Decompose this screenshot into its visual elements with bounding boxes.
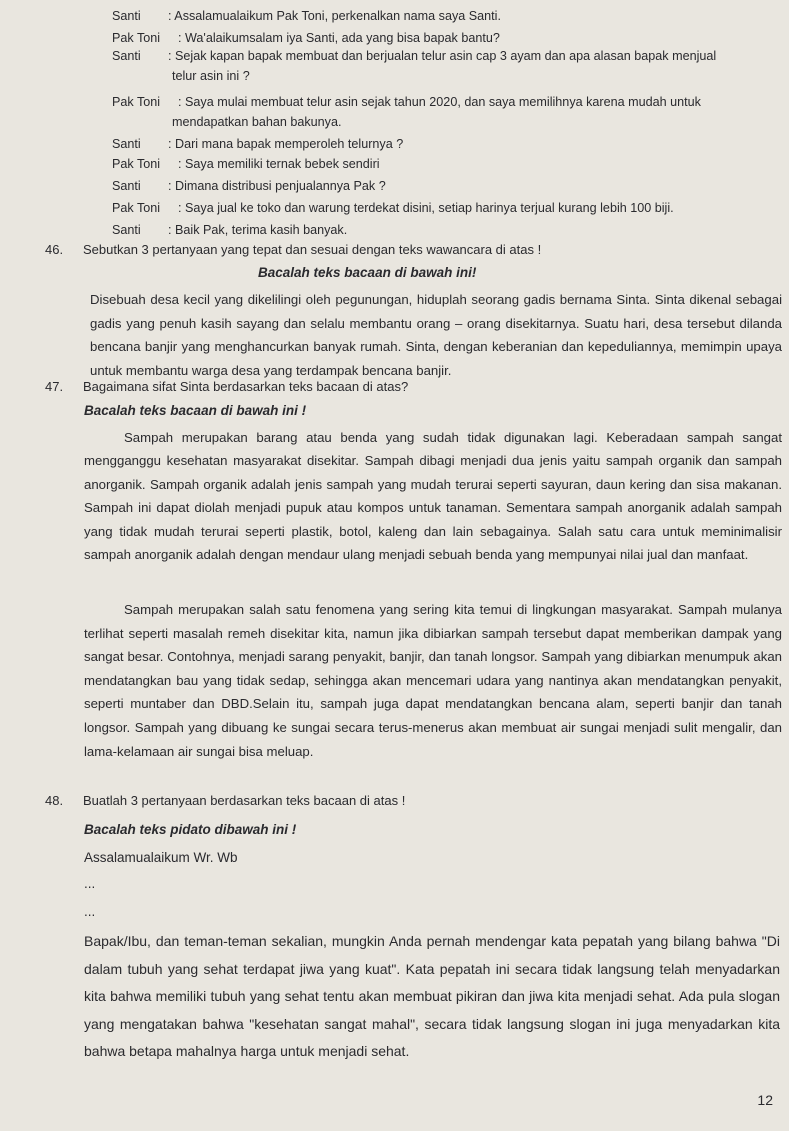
- question-text: Buatlah 3 pertanyaan berdasarkan teks bacaan di atas !: [83, 793, 406, 808]
- dialogue-text: : Wa'alaikumsalam iya Santi, ada yang bisa bapak bantu?: [178, 31, 500, 45]
- speech-ellipsis: ...: [84, 904, 96, 919]
- question-text: Bagaimana sifat Sinta berdasarkan teks bacaan di atas?: [83, 379, 409, 394]
- speech-greeting: Assalamualaikum Wr. Wb: [84, 850, 238, 865]
- dialogue-text: : Assalamualaikum Pak Toni, perkenalkan nama saya Santi.: [168, 9, 501, 23]
- dialogue-text: : Saya jual ke toko dan warung terdekat disini, setiap harinya terjual kurang lebih 100 biji.: [178, 201, 674, 215]
- speaker: Santi: [112, 49, 141, 63]
- dialogue-line: [112, 92, 782, 132]
- question-number: 48.: [45, 793, 64, 808]
- dialogue-line: [112, 28, 782, 48]
- dialogue-line: [112, 46, 782, 86]
- reading-heading: Bacalah teks bacaan di bawah ini !: [84, 403, 307, 418]
- question-number: 46.: [45, 242, 64, 257]
- question-text: Sebutkan 3 pertanyaan yang tepat dan sesuai dengan teks wawancara di atas !: [83, 242, 542, 257]
- dialogue-continuation: mendapatkan bahan bakunya.: [172, 115, 342, 129]
- dialogue-continuation: telur asin ini ?: [172, 69, 250, 83]
- speaker: Pak Toni: [112, 157, 161, 171]
- dialogue-line: [112, 220, 782, 240]
- dialogue-text: : Baik Pak, terima kasih banyak.: [168, 223, 348, 237]
- speaker: Pak Toni: [112, 201, 161, 215]
- speaker: Santi: [112, 223, 141, 237]
- speech-heading: Bacalah teks pidato dibawah ini !: [84, 822, 297, 837]
- dialogue-line: [112, 198, 782, 218]
- reading-heading: Bacalah teks bacaan di bawah ini!: [258, 265, 477, 280]
- reading-text-sampah-1: [84, 426, 782, 566]
- paragraph: Sampah merupakan salah satu fenomena yang sering kita temui di lingkungan masyarakat. Sampah mulanya terlihat seperti masalah remeh disekitar kita, namun jika dibiarkan sampah tersebut dapat memberikan dampak yang sangat besar. Contohnya, menjadi sarang penyakit, banjir, dan tanah longsor. Sampah yang dibiarkan menumpuk akan mendatangkan bau yang tidak sedap, sehingga akan mencemari udara yang nantinya akan mendatangkan penyakit, seperti muntaber dan DBD.Selain itu, sampah juga dapat mendatangkan bencana alam, seperti banjir dan tanah longsor. Sampah yang dibuang ke sungai secara terus-menerus akan membuat air sungai menjadi sulit mengalir, dan lama-kelamaan air sungai bisa meluap.: [84, 602, 782, 759]
- dialogue-text: : Sejak kapan bapak membuat dan berjualan telur asin cap 3 ayam dan apa alasan bapak menjual: [168, 49, 717, 63]
- speaker: Pak Toni: [112, 95, 161, 109]
- speech-text: Bapak/Ibu, dan teman-teman sekalian, mungkin Anda pernah mendengar kata pepatah yang bilang bahwa "Di dalam tubuh yang sehat terdapat jiwa yang kuat". Kata pepatah ini secara tidak langsung telah menyadarkan kita bahwa memiliki tubuh yang sehat tentu akan membuat pikiran dan jiwa kita menjadi sehat. Ada pula slogan yang mengatakan bahwa "kesehatan sangat mahal", secara tidak langsung slogan ini juga menyadarkan kita bahwa betapa mahalnya harga untuk menjadi sehat.: [84, 933, 780, 1059]
- dialogue-text: : Saya memiliki ternak bebek sendiri: [178, 157, 380, 171]
- dialogue-text: : Saya mulai membuat telur asin sejak tahun 2020, dan saya memilihnya karena mudah untuk: [178, 95, 701, 109]
- question-46: [45, 240, 785, 260]
- speaker: Santi: [112, 137, 141, 151]
- dialogue-line: [112, 154, 782, 174]
- question-48: [45, 791, 785, 811]
- page-number: 12: [757, 1092, 773, 1108]
- speaker: Santi: [112, 9, 141, 23]
- question-47: [45, 377, 785, 397]
- dialogue-text: : Dari mana bapak memperoleh telurnya ?: [168, 137, 404, 151]
- speaker: Santi: [112, 179, 141, 193]
- paragraph: Sampah merupakan barang atau benda yang sudah tidak digunakan lagi. Keberadaan sampah sangat mengganggu kesehatan masyarakat disekitar. Sampah dibagi menjadi dua jenis yaitu sampah organik dan sampah anorganik. Sampah organik adalah jenis sampah yang mudah terurai seperti sayuran, daun kering dan sisa makanan. Sampah ini dapat diolah menjadi pupuk atau kompos untuk tanaman. Sementara sampah anorganik adalah sampah yang tidak mudah terurai seperti plastik, botol, kaleng dan lain sebagainya. Salah satu cara untuk meminimalisir sampah anorganik adalah dengan mendaur ulang menjadi sebuah benda yang mempunyai nilai jual dan manfaat.: [84, 430, 782, 563]
- speech-ellipsis: ...: [84, 876, 96, 891]
- reading-text-sampah-2: [84, 598, 782, 763]
- reading-text-sinta: [90, 288, 782, 382]
- dialogue-line: [112, 134, 782, 154]
- dialogue-line: [112, 176, 782, 196]
- dialogue-line: [112, 6, 782, 26]
- speaker: Pak Toni: [112, 31, 161, 45]
- paragraph: Disebuah desa kecil yang dikelilingi oleh pegunungan, hiduplah seorang gadis bernama Sinta. Sinta dikenal sebagai gadis yang penuh kasih sayang dan selalu membantu orang – orang disekitarnya. Suatu hari, desa tersebut dilanda bencana banjir yang menghancurkan banyak rumah. Sinta, dengan keberanian dan kepeduliannya, memimpin upaya untuk membantu warga desa yang terdampak bencana banjir.: [90, 292, 782, 378]
- question-number: 47.: [45, 379, 64, 394]
- dialogue-text: : Dimana distribusi penjualannya Pak ?: [168, 179, 386, 193]
